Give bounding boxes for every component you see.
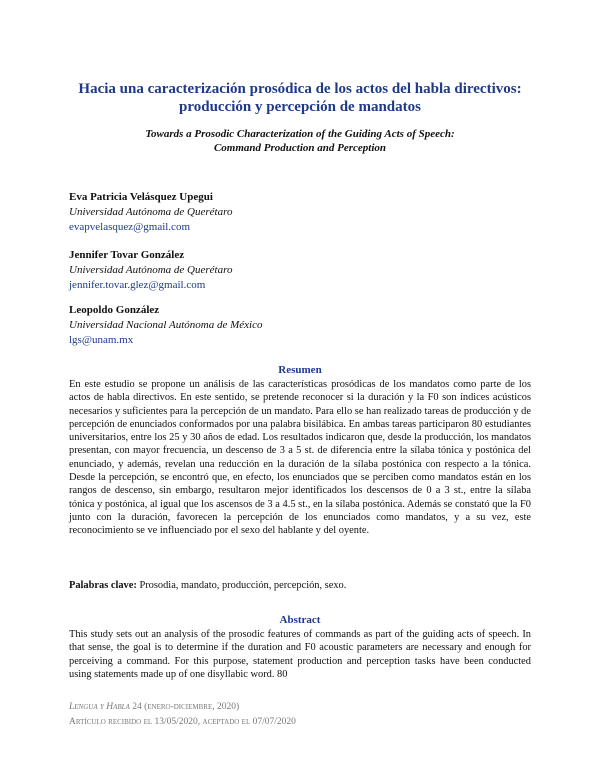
author-email-link[interactable]: lgs@unam.mx	[69, 334, 134, 346]
journal-issue: 24 (enero-diciembre, 2020)	[132, 702, 240, 712]
journal-name: Lengua y Habla	[69, 702, 130, 712]
article-title-line-2: producción y percepción de mandatos	[179, 99, 421, 115]
english-title-line-2: Command Production and Perception	[213, 142, 387, 154]
author-email-link[interactable]: evapvelasquez@gmail.com	[69, 221, 190, 233]
resumen-heading: Resumen	[278, 364, 322, 376]
english-title-line-1: Towards a Prosodic Characterization of the Guiding Acts of Speech:	[145, 128, 455, 140]
article-dates: Artículo recibido el 13/05/2020, aceptado el 07/07/2020	[69, 717, 296, 727]
author-email-link[interactable]: jennifer.tovar.glez@gmail.com	[69, 279, 206, 291]
author-name: Leopoldo González	[69, 304, 160, 316]
article-title-line-1: Hacia una caracterización prosódica de los actos del habla directivos:	[78, 81, 522, 97]
author-block-2	[69, 248, 529, 293]
journal-footer	[69, 701, 531, 714]
author-affiliation: Universidad Autónoma de Querétaro	[69, 206, 233, 218]
keywords	[69, 579, 531, 592]
article-title	[60, 80, 540, 116]
abstract-heading: Abstract	[279, 614, 321, 626]
author-affiliation: Universidad Autónoma de Querétaro	[69, 264, 233, 276]
abstract-text: This study sets out an analysis of the prosodic features of commands as part of the guiding acts of speech. In that sense, the goal is to determine if the duration and F0 acoustic parameters are necessary and enough for perceiving a command. For this purpose, statement production and perception tasks have been conducted using statements made up of one disyllabic word. 80	[69, 629, 531, 680]
author-block-1	[69, 190, 529, 235]
author-name: Eva Patricia Velásquez Upegui	[69, 191, 213, 203]
author-block-3	[69, 303, 529, 348]
english-title	[60, 127, 540, 155]
author-affiliation: Universidad Nacional Autónoma de México	[69, 319, 263, 331]
author-name: Jennifer Tovar González	[69, 249, 185, 261]
keywords-text: Prosodia, mandato, producción, percepción, sexo.	[139, 580, 347, 591]
keywords-label: Palabras clave:	[69, 580, 137, 591]
resumen-text: En este estudio se propone un análisis de las características prosódicas de los mandatos como parte de los actos de habla directivos. En este sentido, se pretende reconocer si la duración y la F0 son índices acústicos necesarios y suficientes para la percepción de un mandato. Para ello se han realizado tareas de producción y de percepción de enunciados conformados por una palabra bisilábica. En ambas tareas participaron 80 estudiantes universitarios, entre los 25 y 30 años de edad. Los resultados indicaron que, desde la producción, los mandatos presentan, con mayor frecuencia, un descenso de 3 a 5 st. de diferencia entre la sílaba tónica y postónica del enunciado, y además, revelan una reducción en la duración de la sílaba postónica con respecto a la tónica. Desde la percepción, se encontró que, en efecto, los enunciados que se perciben como mandatos están en los rangos de descenso, sin embargo, resultaron mejor identificados los descensos de 0 a 3 st., entre la sílaba tónica y postónica, al igual que los ascensos de 3 a 4.5 st., en la sílaba postónica. Además se constató que la F0 junto con la duración, favorecen la percepción de los enunciados como mandatos, y a su vez, este reconocimiento se ve influenciado por el sexo del hablante y del oyente.	[69, 379, 531, 537]
